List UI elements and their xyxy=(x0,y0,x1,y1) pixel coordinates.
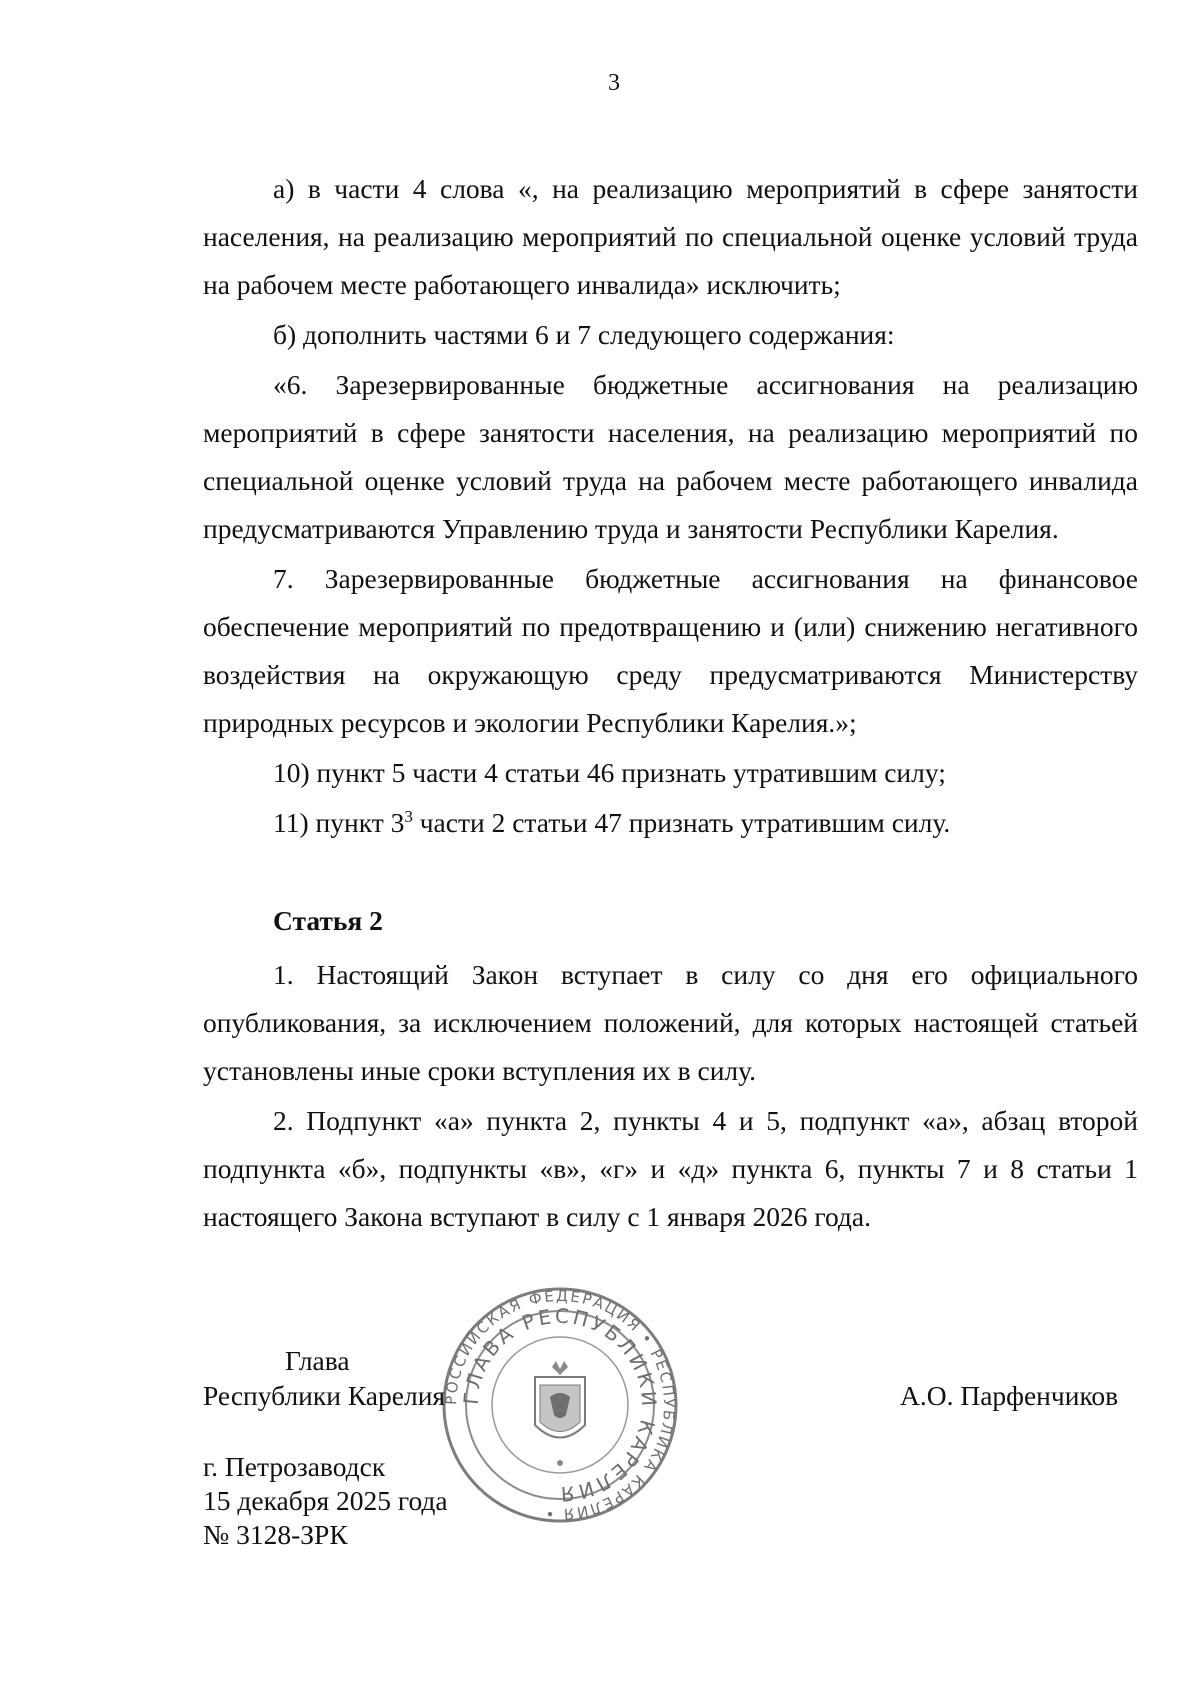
seal-outer-text: РОССИЙСКАЯ ФЕДЕРАЦИЯ • РЕСПУБЛИКА КАРЕЛИЯ • xyxy=(441,1286,679,1524)
page-number: 3 xyxy=(608,70,620,96)
signature-title: Глава xyxy=(285,1345,350,1376)
paragraph: «6. Зарезервированные бюджетные ассигнования на реализацию мероприятий в сфере занятости населения, на реализацию мероприятий по специальной оценке условий труда на рабочем месте работающего инвалида предусматриваются Управлению труда и занятости Республики Карелия. xyxy=(203,369,1138,544)
city: г. Петрозаводск xyxy=(203,1451,386,1482)
date: 15 декабря 2025 года xyxy=(203,1485,448,1516)
signatory-name: А.О. Парфенчиков xyxy=(900,1380,1119,1411)
paragraph-text: части 2 статьи 47 признать утратившим силу. xyxy=(412,807,951,838)
paragraph: 1. Настоящий Закон вступает в силу со дня его официального опубликования, за исключением положений, для которых настоящей статьей установлены иные сроки вступления их в силу. xyxy=(203,959,1138,1086)
article-heading: Статья 2 xyxy=(273,905,383,936)
official-seal xyxy=(440,1285,680,1525)
paragraph xyxy=(203,799,1138,847)
paragraph: 2. Подпункт «а» пункта 2, пункты 4 и 5, подпункт «а», абзац второй подпункта «б», подпункты «в», «г» и «д» пункта 6, пункты 7 и 8 статьи 1 настоящего Закона вступают в силу с 1 января 2026 года. xyxy=(203,1105,1138,1232)
seal-inner-text: ГЛАВА РЕСПУБЛИКИ КАРЕЛИЯ xyxy=(458,1303,662,1507)
coat-of-arms-icon xyxy=(535,1361,585,1466)
paragraph-text: 11) пункт 3 xyxy=(273,807,405,838)
paragraph: а) в части 4 слова «, на реализацию мероприятий в сфере занятости населения, на реализацию мероприятий по специальной оценке условий труда на рабочем месте работающего инвалида» исключить; xyxy=(203,173,1138,300)
paragraph: 7. Зарезервированные бюджетные ассигнования на финансовое обеспечение мероприятий по предотвращению и (или) снижению негативного воздействия на окружающую среду предусматриваются Министерству природных ресурсов и экологии Республики Карелия.»; xyxy=(203,563,1138,738)
document-body xyxy=(203,165,1138,1243)
place-date-block xyxy=(203,1450,448,1552)
law-number: № 3128-ЗРК xyxy=(203,1519,348,1550)
superscript: 3 xyxy=(404,806,413,826)
signature-subtitle: Республики Карелия xyxy=(203,1380,446,1411)
paragraph: 10) пункт 5 части 4 статьи 46 признать утратившим силу; xyxy=(273,757,946,788)
paragraph: б) дополнить частями 6 и 7 следующего содержания: xyxy=(273,319,895,350)
